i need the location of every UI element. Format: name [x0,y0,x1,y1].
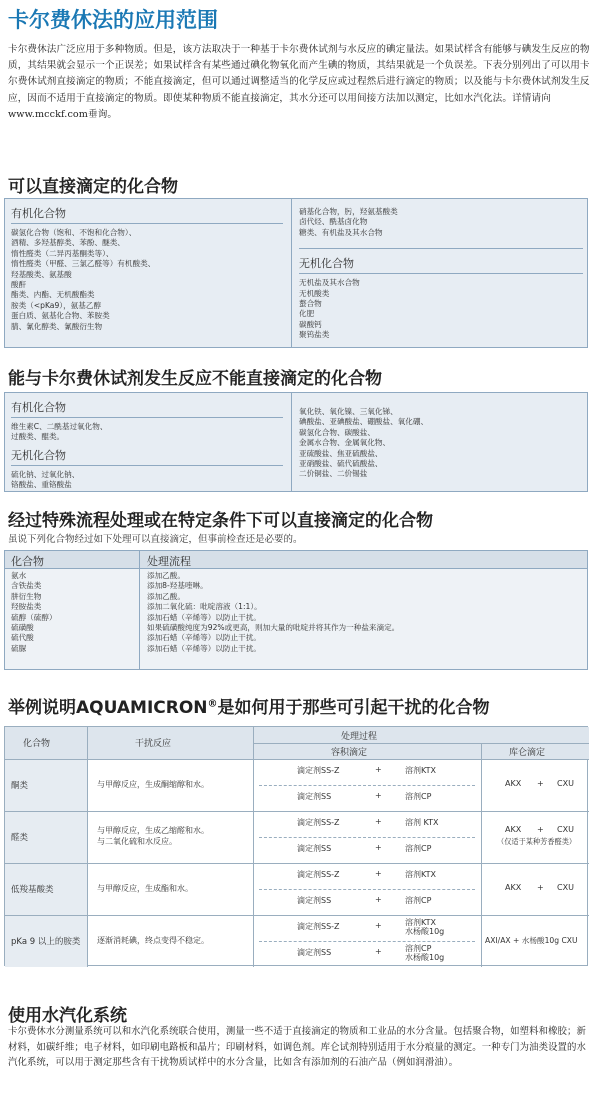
grid-line [253,727,254,967]
list-item: 硫化钠、过氧化钠、 [11,469,80,479]
titrant: 滴定剂SS-Z [297,766,340,775]
plus-sign: + [537,779,544,788]
list-item: 酯类、内酯、无机酸酯类 [11,290,95,300]
solvent-additive: 水杨酸10g [405,953,445,962]
coulometric-catholyte: CXU [557,883,574,892]
grid-line [5,759,589,760]
intro-paragraph: 卡尔费休法广泛应用于多种物质。但是，该方法取决于一种基于卡尔费休试剂与水反应的碘定量法。如果试样含有能够与碘发生反应的物质，其结果就会显示一个正误差；如果试样含有某些通过碘化物氧化而产生碘的物质，其结果就是一个负误差。下表分别列出了可以用卡尔费休试剂直接滴定的物质；不能直接滴定，但可以通过调整适当的化学反应或过程然后进行滴定的物质；以及能与卡尔费休试剂发生反应，因而不适用于直接滴定的物质。即使某种物质不能直接滴定，其水分还可以用间接方法加以测定，比如水汽化法。详情请向www.mcckf.com垂询。 [8,44,590,120]
plus-sign: + [375,765,382,774]
coulometric-catholyte: CXU [557,779,574,788]
titrant: 滴定剂SS [297,844,332,853]
dashed-divider [259,837,475,838]
aquamicron-table [4,726,588,966]
plus-sign: + [375,869,382,878]
list-item: 惰性醛类（二异丙基酮类等）、 [11,248,114,258]
table-cell-process: 添加8-羟基喹啉。 [147,581,208,591]
table-cell-compound: 含铁盐类 [11,581,42,591]
solvent: 溶剂KTX [405,870,436,879]
coulometric-anolyte: AKX [505,825,522,834]
table-cell-compound: 羟胺盐类 [11,602,42,612]
list-item: 碳酸钙 [299,319,322,329]
table-cell-process: 如果硫磺酸纯度为92%或更高，则加大量的吡啶并将其作为一种盐来滴定。 [147,623,400,633]
plus-sign: + [537,825,544,834]
list-item: 二价铜盐、二价锡盐 [299,469,368,479]
dashed-divider [259,785,475,786]
list-item: 腈、氰化醇类、氰酸衍生物 [11,321,103,331]
reactive-right-column [299,407,583,491]
row-name: 酮类 [11,781,29,791]
special-process-note: 虽说下列化合物经过如下处理可以直接滴定，但事前检查还是必要的。 [8,534,303,545]
titrant: 滴定剂SS [297,792,332,801]
solvent-additive: 水杨酸10g [405,927,445,936]
solvent: 溶剂KTX [405,918,436,927]
table-cell-process: 添加石蜡（辛烯等）以防止干扰。 [147,612,261,622]
direct-right-column [299,207,583,347]
list-item: 胺类（<pKa9），氨基乙醇 [11,300,102,310]
row-reaction: 与二氧化硫和水反应。 [97,837,177,846]
table-cell-process: 添加乙酸。 [147,591,185,601]
list-item: 铬酸盐、重铬酸盐 [11,480,72,490]
reactive-left-column [11,399,283,491]
plus-sign: + [537,883,544,892]
grid-line [5,915,589,916]
direct-organic-column [11,205,283,347]
plus-sign: + [375,895,382,904]
plus-sign: + [375,947,382,956]
list-item: 蛋白质、氨基化合物、苯胺类 [11,311,110,321]
reactive-organic-heading: 有机化合物 [11,401,66,414]
list-item: 无机盐及其水合物 [299,278,360,288]
plus-sign: + [375,817,382,826]
list-item: 碘酸盐、亚碘酸盐、硼酸盐、氧化硼、 [299,417,429,427]
titrant: 滴定剂SS [297,896,332,905]
row-name: pKa 9 以上的胺类 [11,937,81,947]
table-cell-compound: 肼衍生物 [11,591,42,601]
direct-titration-box [4,198,588,348]
solvent: 溶剂KTX [405,766,436,775]
dashed-divider [259,941,475,942]
grid-line [481,743,482,967]
dashed-divider [259,889,475,890]
grid-line [5,811,589,812]
plus-sign: + [375,921,382,930]
grid-line [253,743,589,744]
list-item: 糖类、有机盐及其水合物 [299,227,383,237]
direct-inorganic-heading: 无机化合物 [299,257,354,271]
coulometric-anolyte: AKX [505,883,522,892]
list-item: 维生素C、二酰基过氧化物、 [11,422,108,431]
grid-line [87,727,88,967]
titrant: 滴定剂SS [297,948,332,957]
solvent: 溶剂CP [405,792,432,801]
titrant: 滴定剂SS-Z [297,922,340,931]
list-item: 碳氢化合物、碳酸盐、 [299,427,375,437]
row-name: 醛类 [11,833,29,843]
list-item: 螯合物 [299,299,322,309]
special-process-heading: 经过特殊流程处理或在特定条件下可以直接滴定的化合物 [8,511,433,531]
list-item: 惰性醛类（甲醛、三氯乙醛等）有机酸类、 [11,259,156,269]
list-item: 硝基化合物，肟，羟氨基酸类 [299,207,398,216]
row-name: 低羧基酸类 [11,885,54,895]
list-item: 聚钨盐类 [299,330,330,340]
special-process-table [4,550,588,670]
solvent: 溶剂CP [405,896,432,905]
reactive-compounds-box [4,392,588,492]
table-cell-compound: 氨水 [11,571,27,580]
grid-line [5,863,589,864]
list-item: 亚硫酸盐、焦亚硫酸盐、 [299,448,383,458]
solvent: 溶剂CP [405,944,432,953]
list-item: 酸酐 [11,280,27,290]
direct-titration-heading: 可以直接滴定的化合物 [8,177,178,197]
table-cell-process: 添加二氧化硫：吡啶溶液（1:1）。 [147,602,262,612]
table-cell-process: 添加乙酸。 [147,571,185,580]
plus-sign: + [375,843,382,852]
vaporizer-heading: 使用水汽化系统 [8,1006,127,1026]
row-reaction: 逐渐消耗碘，终点变得不稳定。 [97,936,209,945]
list-item: 酒精、多羟基醇类、苯酚、醚类、 [11,238,125,248]
list-item: 亚硝酸盐、硫代硫酸盐、 [299,459,383,469]
table-cell-compound: 硫磺酸 [11,623,34,633]
header-volumetric: 容积滴定 [331,748,368,758]
solvent: 溶剂 KTX [405,818,439,827]
header-compound: 化合物 [23,739,51,749]
header-coulometric: 库仑滴定 [509,748,546,758]
list-item: 过酸类、醌类。 [11,432,65,442]
page-title: 卡尔费休法的应用范围 [8,8,218,32]
table-cell-process: 添加石蜡（辛烯等）以防止干扰。 [147,633,261,643]
list-item: 碳氢化合物（饱和、不饱和化合物）、 [11,228,137,237]
table-cell-compound: 硫脲 [11,643,27,653]
table-cell-compound: 硫醇（硫醇） [11,612,57,622]
list-item: 卤代烃、酰基卤化物 [299,217,368,227]
reactive-compounds-heading: 能与卡尔费休试剂发生反应不能直接滴定的化合物 [8,369,382,389]
aquamicron-heading: 举例说明AQUAMICRON®是如何用于那些可引起干扰的化合物 [8,698,490,718]
row-reaction: 与甲醇反应，生成酮缩醇和水。 [97,780,209,789]
vaporizer-paragraph: 卡尔费休水分测量系统可以和水汽化系统联合使用，测量一些不适于直接滴定的物质和工业品的水分含量。包括聚合物，如塑料和橡胶；新材料，如碳纤维；电子材料，如印刷电路板和晶片；印刷材料，如调色剂。库仑试剂特别适用于水分痕量的测定。一种专门为油类设置的水汽化系统，可以用于测定那些含有干扰物质试样中的水分含量，比如含有添加剂的石油产品（例如润滑油）。 [8,1026,586,1068]
plus-sign: + [375,791,382,800]
header-process: 处理过程 [341,732,378,742]
coulometric-catholyte: CXU [557,825,574,834]
direct-organic-heading: 有机化合物 [11,207,66,220]
titrant: 滴定剂SS-Z [297,818,340,827]
table-cell-compound: 硫代酸 [11,633,34,643]
col-process-header: 处理流程 [147,555,191,568]
list-item: 氧化铁、氧化镍、三氧化锑、 [299,407,398,416]
row-reaction: 与甲醇反应，生成乙缩醛和水。 [97,826,209,835]
list-item: 金属水合物、金属氧化物、 [299,438,391,448]
col-compound-header: 化合物 [11,555,44,568]
list-item: 化肥 [299,309,315,319]
coulometric-note: （仅适于某种芳香醛类） [497,837,577,846]
list-item: 羟基酸类、氨基酸 [11,269,72,279]
table-cell-process: 添加石蜡（辛烯等）以防止干扰。 [147,643,261,653]
coulometric-anolyte: AKX [505,779,522,788]
header-interference: 干扰反应 [135,739,172,749]
solvent: 溶剂CP [405,844,432,853]
titrant: 滴定剂SS-Z [297,870,340,879]
reactive-inorganic-heading: 无机化合物 [11,448,66,462]
list-item: 无机酸类 [299,288,330,298]
coulometric-reagent: AXI/AX + 水杨酸10g CXU [485,936,578,945]
row-reaction: 与甲醇反应，生成酯和水。 [97,884,193,893]
